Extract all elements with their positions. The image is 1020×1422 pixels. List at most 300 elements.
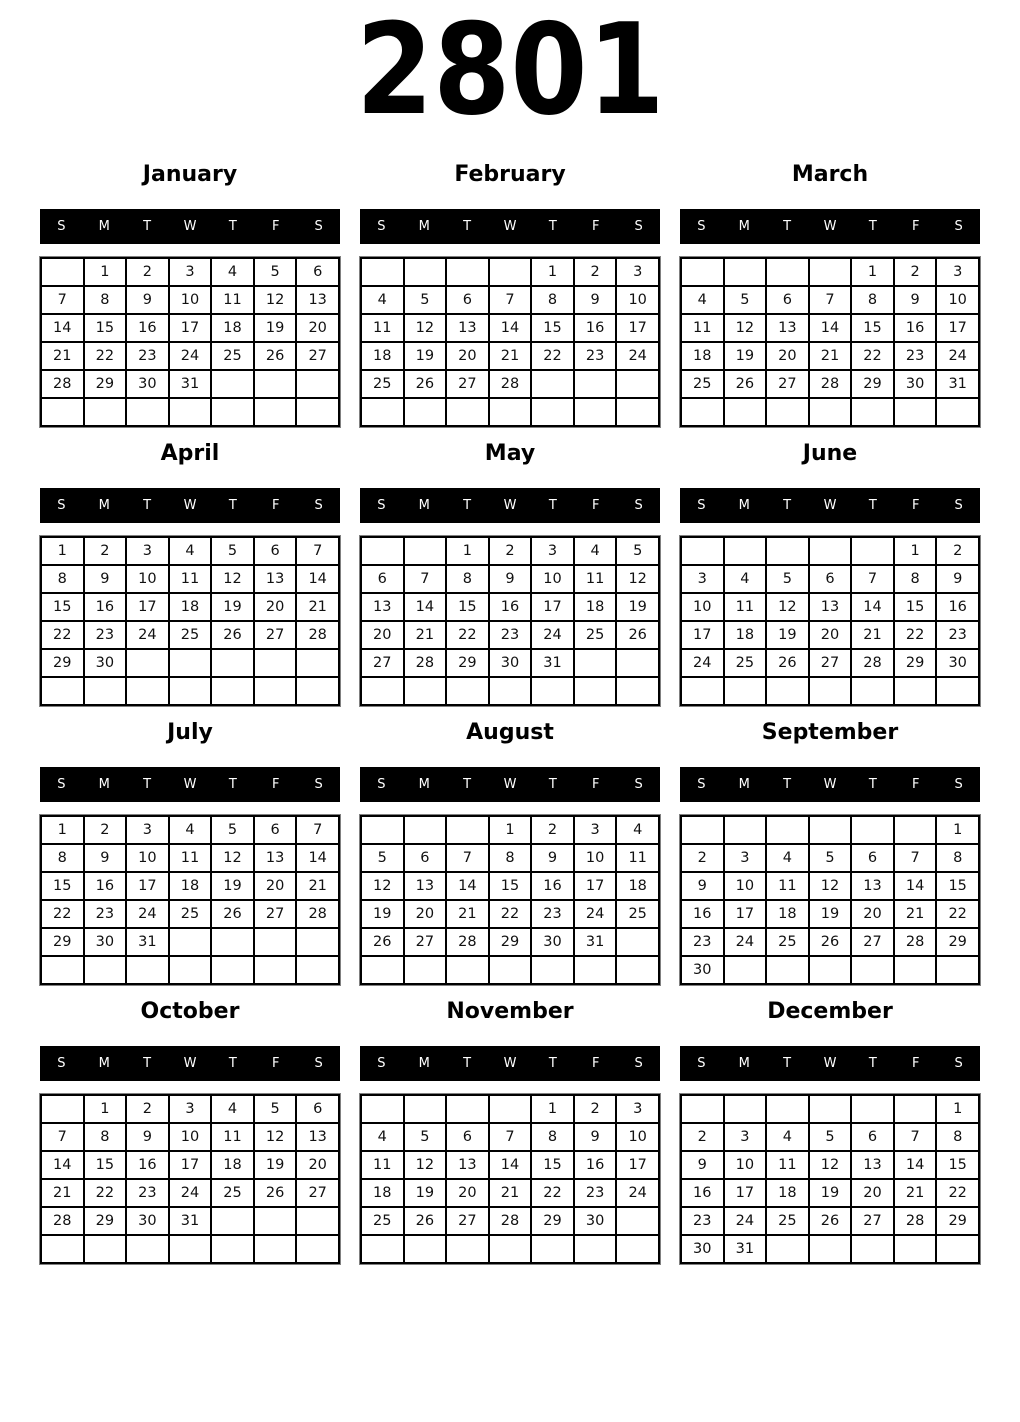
- empty-date-cell: [211, 928, 254, 956]
- date-cell: 25: [766, 928, 809, 956]
- empty-date-cell: [211, 1235, 254, 1263]
- date-cell: 17: [681, 621, 724, 649]
- empty-date-cell: [169, 928, 212, 956]
- empty-date-cell: [681, 398, 724, 426]
- date-cell: 20: [296, 1151, 339, 1179]
- week-row: [41, 398, 339, 426]
- date-cell: 8: [936, 1123, 979, 1151]
- date-cell: 27: [254, 621, 297, 649]
- empty-date-cell: [254, 1207, 297, 1235]
- weekday-header: [680, 488, 980, 523]
- month-november: [360, 999, 660, 1264]
- date-cell: 5: [616, 537, 659, 565]
- week-row: [361, 956, 659, 984]
- date-cell: 10: [616, 286, 659, 314]
- date-cell: 26: [724, 370, 767, 398]
- week-row: [681, 816, 979, 844]
- empty-date-cell: [574, 1235, 617, 1263]
- week-row: [361, 900, 659, 928]
- empty-date-cell: [254, 956, 297, 984]
- date-cell: 9: [531, 844, 574, 872]
- date-cell: 17: [724, 1179, 767, 1207]
- date-cell: 1: [84, 258, 127, 286]
- date-cell: 18: [361, 1179, 404, 1207]
- empty-date-cell: [574, 649, 617, 677]
- date-cell: 29: [489, 928, 532, 956]
- weekday-label: S: [954, 1056, 963, 1071]
- week-row: [41, 370, 339, 398]
- date-cell: 20: [254, 593, 297, 621]
- date-cell: 19: [809, 900, 852, 928]
- weekday-label: T: [463, 777, 472, 792]
- weekday-label: T: [143, 777, 152, 792]
- weekday-label: M: [98, 219, 110, 234]
- date-cell: 20: [766, 342, 809, 370]
- empty-date-cell: [361, 1095, 404, 1123]
- weekday-label: S: [634, 777, 643, 792]
- date-cell: 31: [574, 928, 617, 956]
- date-cell: 24: [169, 342, 212, 370]
- date-cell: 16: [489, 593, 532, 621]
- date-cell: 23: [574, 342, 617, 370]
- date-cell: 10: [126, 844, 169, 872]
- weekday-header: [360, 209, 660, 244]
- date-cell: 29: [894, 649, 937, 677]
- week-row: [681, 398, 979, 426]
- date-cell: 27: [446, 1207, 489, 1235]
- date-cell: 22: [894, 621, 937, 649]
- date-cell: 10: [724, 872, 767, 900]
- date-cell: 2: [84, 537, 127, 565]
- week-row: [681, 1179, 979, 1207]
- empty-date-cell: [489, 677, 532, 705]
- month-may: [360, 441, 660, 706]
- date-cell: 15: [41, 593, 84, 621]
- month-name: July: [167, 720, 213, 745]
- weekday-label: S: [377, 1056, 386, 1071]
- date-cell: 5: [724, 286, 767, 314]
- weekday-label: S: [314, 1056, 323, 1071]
- date-cell: 23: [489, 621, 532, 649]
- empty-date-cell: [936, 677, 979, 705]
- date-cell: 22: [489, 900, 532, 928]
- empty-date-cell: [809, 398, 852, 426]
- week-row: [361, 677, 659, 705]
- weekday-label: S: [954, 219, 963, 234]
- date-cell: 21: [489, 342, 532, 370]
- week-row: [681, 1235, 979, 1263]
- date-cell: 24: [616, 342, 659, 370]
- week-row: [681, 342, 979, 370]
- empty-date-cell: [404, 1095, 447, 1123]
- date-cell: 26: [254, 342, 297, 370]
- date-cell: 30: [84, 928, 127, 956]
- date-cell: 12: [766, 593, 809, 621]
- date-cell: 28: [894, 1207, 937, 1235]
- date-cell: 9: [84, 844, 127, 872]
- empty-date-cell: [296, 928, 339, 956]
- date-cell: 31: [169, 1207, 212, 1235]
- empty-date-cell: [296, 1235, 339, 1263]
- date-cell: 21: [296, 872, 339, 900]
- week-row: [41, 816, 339, 844]
- date-cell: 4: [766, 1123, 809, 1151]
- date-grid: [680, 536, 980, 706]
- week-row: [681, 677, 979, 705]
- empty-date-cell: [446, 398, 489, 426]
- weekday-header: [360, 488, 660, 523]
- date-grid: [360, 536, 660, 706]
- date-cell: 6: [446, 286, 489, 314]
- date-cell: 29: [446, 649, 489, 677]
- week-row: [41, 342, 339, 370]
- week-row: [41, 1151, 339, 1179]
- date-cell: 6: [809, 565, 852, 593]
- month-april: [40, 441, 340, 706]
- weekday-label: S: [697, 219, 706, 234]
- empty-date-cell: [84, 677, 127, 705]
- empty-date-cell: [404, 398, 447, 426]
- date-cell: 13: [361, 593, 404, 621]
- empty-date-cell: [851, 1095, 894, 1123]
- date-cell: 15: [84, 314, 127, 342]
- weekday-label: S: [314, 498, 323, 513]
- date-cell: 22: [531, 342, 574, 370]
- date-cell: 31: [531, 649, 574, 677]
- date-cell: 4: [766, 844, 809, 872]
- weekday-label: T: [548, 498, 557, 513]
- week-row: [41, 1123, 339, 1151]
- date-cell: 30: [126, 1207, 169, 1235]
- date-cell: 22: [84, 1179, 127, 1207]
- date-cell: 1: [851, 258, 894, 286]
- empty-date-cell: [296, 649, 339, 677]
- week-row: [681, 1123, 979, 1151]
- empty-date-cell: [851, 398, 894, 426]
- empty-date-cell: [894, 1235, 937, 1263]
- empty-date-cell: [936, 398, 979, 426]
- empty-date-cell: [724, 816, 767, 844]
- date-cell: 4: [169, 537, 212, 565]
- empty-date-cell: [446, 1235, 489, 1263]
- date-cell: 6: [766, 286, 809, 314]
- date-cell: 27: [851, 928, 894, 956]
- date-cell: 28: [851, 649, 894, 677]
- date-cell: 3: [724, 1123, 767, 1151]
- date-cell: 19: [616, 593, 659, 621]
- date-cell: 18: [766, 1179, 809, 1207]
- month-name: April: [160, 441, 220, 466]
- weekday-header: [680, 1046, 980, 1081]
- week-row: [361, 816, 659, 844]
- empty-date-cell: [211, 677, 254, 705]
- date-cell: 8: [936, 844, 979, 872]
- empty-date-cell: [809, 1235, 852, 1263]
- weekday-label: M: [98, 498, 110, 513]
- date-cell: 30: [894, 370, 937, 398]
- empty-date-cell: [681, 1095, 724, 1123]
- empty-date-cell: [489, 1095, 532, 1123]
- week-row: [361, 286, 659, 314]
- date-cell: 22: [936, 1179, 979, 1207]
- date-cell: 31: [936, 370, 979, 398]
- date-cell: 15: [894, 593, 937, 621]
- weekday-label: S: [697, 1056, 706, 1071]
- date-cell: 5: [254, 258, 297, 286]
- date-cell: 14: [489, 314, 532, 342]
- date-cell: 3: [531, 537, 574, 565]
- date-cell: 2: [936, 537, 979, 565]
- empty-date-cell: [766, 1095, 809, 1123]
- date-cell: 19: [254, 1151, 297, 1179]
- weekday-header: [680, 209, 980, 244]
- weekday-label: F: [591, 777, 600, 792]
- date-cell: 4: [574, 537, 617, 565]
- date-cell: 12: [616, 565, 659, 593]
- date-grid: [360, 815, 660, 985]
- weekday-label: S: [697, 777, 706, 792]
- date-cell: 7: [41, 286, 84, 314]
- weekday-label: W: [183, 777, 197, 792]
- date-cell: 25: [724, 649, 767, 677]
- empty-date-cell: [681, 258, 724, 286]
- empty-date-cell: [766, 398, 809, 426]
- week-row: [681, 258, 979, 286]
- weekday-label: T: [783, 498, 792, 513]
- date-grid: [360, 257, 660, 427]
- date-cell: 11: [681, 314, 724, 342]
- date-cell: 8: [84, 286, 127, 314]
- date-cell: 10: [616, 1123, 659, 1151]
- date-cell: 7: [489, 1123, 532, 1151]
- date-cell: 23: [936, 621, 979, 649]
- date-cell: 22: [84, 342, 127, 370]
- week-row: [41, 844, 339, 872]
- date-cell: 9: [84, 565, 127, 593]
- weekday-label: F: [271, 777, 280, 792]
- empty-date-cell: [404, 816, 447, 844]
- week-row: [681, 286, 979, 314]
- empty-date-cell: [616, 398, 659, 426]
- date-cell: 2: [126, 1095, 169, 1123]
- date-cell: 6: [296, 258, 339, 286]
- month-name: January: [142, 162, 238, 187]
- date-cell: 26: [766, 649, 809, 677]
- date-cell: 27: [809, 649, 852, 677]
- empty-date-cell: [126, 677, 169, 705]
- date-cell: 7: [894, 844, 937, 872]
- weekday-label: F: [911, 1056, 920, 1071]
- week-row: [361, 928, 659, 956]
- date-cell: 24: [724, 1207, 767, 1235]
- date-cell: 26: [404, 370, 447, 398]
- date-cell: 20: [809, 621, 852, 649]
- year-title-text: 2801: [355, 0, 665, 143]
- date-cell: 18: [169, 593, 212, 621]
- date-cell: 25: [766, 1207, 809, 1235]
- week-row: [681, 370, 979, 398]
- week-row: [681, 537, 979, 565]
- date-cell: 14: [894, 872, 937, 900]
- date-cell: 11: [766, 1151, 809, 1179]
- date-cell: 14: [489, 1151, 532, 1179]
- date-cell: 12: [404, 314, 447, 342]
- date-cell: 16: [531, 872, 574, 900]
- weekday-label: S: [697, 498, 706, 513]
- weekday-label: T: [228, 777, 237, 792]
- date-cell: 4: [361, 1123, 404, 1151]
- date-cell: 5: [211, 816, 254, 844]
- date-cell: 17: [531, 593, 574, 621]
- weekday-header: [360, 767, 660, 802]
- week-row: [41, 286, 339, 314]
- date-cell: 31: [169, 370, 212, 398]
- empty-date-cell: [894, 816, 937, 844]
- weekday-label: T: [228, 219, 237, 234]
- date-cell: 12: [254, 1123, 297, 1151]
- month-december: [680, 999, 980, 1264]
- date-cell: 24: [616, 1179, 659, 1207]
- date-cell: 8: [41, 565, 84, 593]
- weekday-label: W: [183, 1056, 197, 1071]
- weekday-label: W: [823, 777, 837, 792]
- date-cell: 2: [531, 816, 574, 844]
- empty-date-cell: [446, 258, 489, 286]
- date-cell: 10: [574, 844, 617, 872]
- date-cell: 25: [169, 621, 212, 649]
- weekday-label: M: [418, 498, 430, 513]
- date-cell: 13: [809, 593, 852, 621]
- date-cell: 17: [574, 872, 617, 900]
- week-row: [681, 621, 979, 649]
- date-cell: 24: [126, 900, 169, 928]
- date-cell: 11: [616, 844, 659, 872]
- date-cell: 7: [894, 1123, 937, 1151]
- date-cell: 11: [169, 565, 212, 593]
- date-cell: 3: [681, 565, 724, 593]
- date-cell: 4: [724, 565, 767, 593]
- week-row: [681, 928, 979, 956]
- empty-date-cell: [894, 956, 937, 984]
- weekday-label: M: [418, 219, 430, 234]
- date-cell: 31: [126, 928, 169, 956]
- date-cell: 21: [809, 342, 852, 370]
- date-cell: 23: [574, 1179, 617, 1207]
- date-cell: 27: [361, 649, 404, 677]
- date-cell: 9: [681, 1151, 724, 1179]
- date-cell: 9: [681, 872, 724, 900]
- date-grid: [40, 257, 340, 427]
- weekday-label: W: [503, 1056, 517, 1071]
- empty-date-cell: [254, 649, 297, 677]
- week-row: [41, 258, 339, 286]
- empty-date-cell: [616, 1235, 659, 1263]
- date-cell: 13: [851, 1151, 894, 1179]
- date-cell: 27: [254, 900, 297, 928]
- weekday-label: W: [503, 777, 517, 792]
- date-cell: 22: [446, 621, 489, 649]
- empty-date-cell: [296, 1207, 339, 1235]
- date-cell: 4: [361, 286, 404, 314]
- date-cell: 11: [169, 844, 212, 872]
- date-cell: 25: [211, 1179, 254, 1207]
- date-grid: [680, 257, 980, 427]
- date-cell: 9: [489, 565, 532, 593]
- date-cell: 18: [724, 621, 767, 649]
- weekday-label: M: [418, 1056, 430, 1071]
- week-row: [681, 649, 979, 677]
- date-cell: 15: [936, 872, 979, 900]
- empty-date-cell: [766, 816, 809, 844]
- weekday-label: F: [591, 219, 600, 234]
- empty-date-cell: [616, 370, 659, 398]
- empty-date-cell: [296, 956, 339, 984]
- weekday-label: T: [463, 219, 472, 234]
- date-cell: 27: [851, 1207, 894, 1235]
- date-cell: 4: [211, 258, 254, 286]
- empty-date-cell: [616, 677, 659, 705]
- month-february: [360, 162, 660, 427]
- date-cell: 12: [211, 844, 254, 872]
- date-cell: 30: [84, 649, 127, 677]
- weekday-label: T: [548, 219, 557, 234]
- week-row: [361, 342, 659, 370]
- weekday-label: W: [823, 219, 837, 234]
- empty-date-cell: [616, 956, 659, 984]
- empty-date-cell: [126, 398, 169, 426]
- empty-date-cell: [894, 677, 937, 705]
- week-row: [361, 314, 659, 342]
- week-row: [41, 900, 339, 928]
- date-cell: 6: [851, 844, 894, 872]
- date-cell: 24: [531, 621, 574, 649]
- week-row: [361, 621, 659, 649]
- week-row: [361, 1179, 659, 1207]
- date-cell: 14: [41, 314, 84, 342]
- date-cell: 16: [126, 314, 169, 342]
- month-january: [40, 162, 340, 427]
- empty-date-cell: [894, 398, 937, 426]
- date-cell: 16: [84, 872, 127, 900]
- date-cell: 26: [404, 1207, 447, 1235]
- date-cell: 8: [894, 565, 937, 593]
- weekday-label: S: [57, 498, 66, 513]
- date-cell: 6: [361, 565, 404, 593]
- date-cell: 25: [616, 900, 659, 928]
- empty-date-cell: [211, 956, 254, 984]
- date-cell: 19: [211, 593, 254, 621]
- week-row: [361, 1235, 659, 1263]
- date-grid: [360, 1094, 660, 1264]
- date-cell: 1: [84, 1095, 127, 1123]
- date-cell: 13: [296, 1123, 339, 1151]
- date-cell: 11: [211, 1123, 254, 1151]
- date-cell: 1: [531, 258, 574, 286]
- date-cell: 23: [126, 1179, 169, 1207]
- week-row: [41, 872, 339, 900]
- date-cell: 3: [616, 258, 659, 286]
- date-cell: 19: [361, 900, 404, 928]
- date-cell: 13: [254, 565, 297, 593]
- date-cell: 18: [616, 872, 659, 900]
- empty-date-cell: [41, 398, 84, 426]
- date-cell: 28: [41, 1207, 84, 1235]
- empty-date-cell: [851, 1235, 894, 1263]
- date-cell: 26: [254, 1179, 297, 1207]
- date-cell: 4: [211, 1095, 254, 1123]
- empty-date-cell: [169, 649, 212, 677]
- date-cell: 12: [809, 1151, 852, 1179]
